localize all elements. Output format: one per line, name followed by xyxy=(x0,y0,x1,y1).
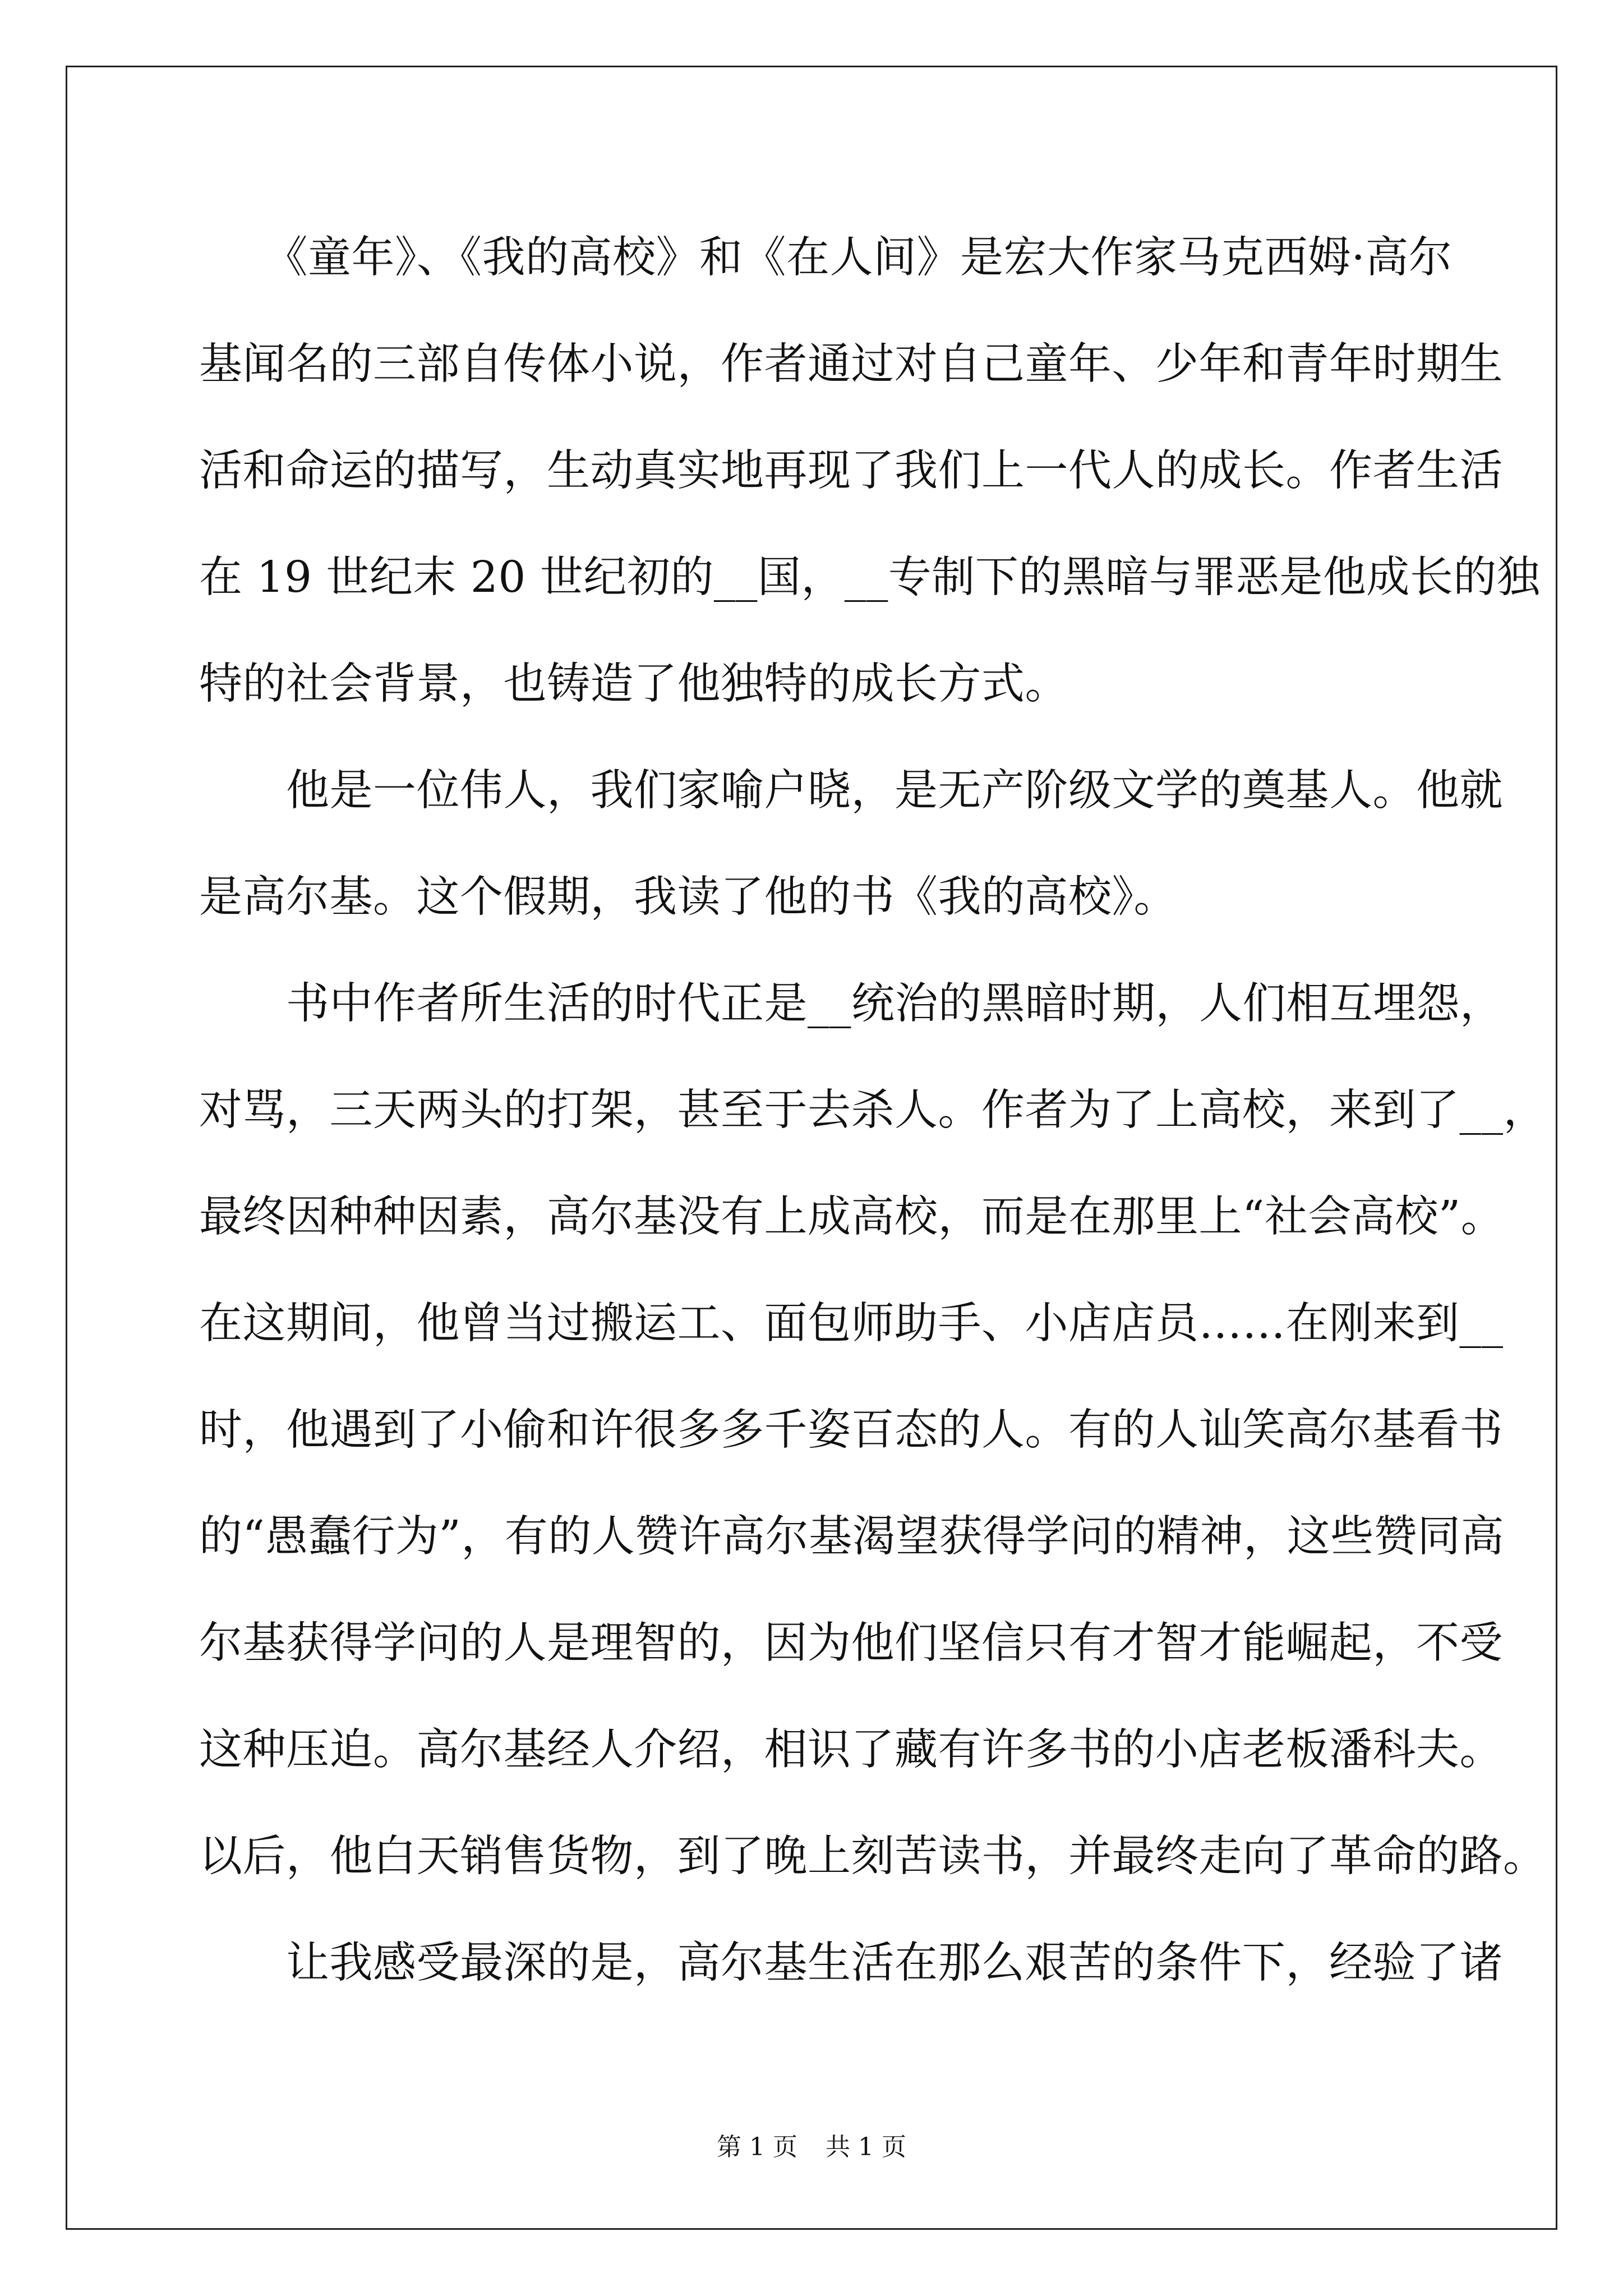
text-line: 的“愚蠢行为”，有的人赞许高尔基渴望获得学问的精神，这些赞同高 xyxy=(199,1512,1505,1562)
text-line: 特的社会背景，也铸造了他独特的成长方式。 xyxy=(199,659,1068,709)
text-line: 书中作者所生活的时代正是__统治的黑暗时期，人们相互埋怨， xyxy=(199,979,1504,1029)
text-line: 最终因种种因素，高尔基没有上成高校，而是在那里上“社会高校”。 xyxy=(199,1192,1505,1242)
text-line: 时，他遇到了小偷和许很多多千姿百态的人。有的人讪笑高尔基看书 xyxy=(199,1405,1503,1455)
text-line: 在 19 世纪末 20 世纪初的__国，__专制下的黑暗与罪恶是他成长的独 xyxy=(199,553,1541,602)
text-line: 这种压迫。高尔基经人介绍，相识了藏有许多书的小店老板潘科夫。 xyxy=(199,1725,1503,1775)
text-line: 对骂，三天两头的打架，甚至于去杀人。作者为了上高校，来到了__， xyxy=(199,1085,1547,1135)
page-total: 共 1 页 xyxy=(826,2133,906,2161)
page-number: 第 1 页 xyxy=(717,2133,797,2161)
text-line: 以后，他白天销售货物，到了晚上刻苦读书，并最终走向了革命的路。 xyxy=(199,1832,1547,1881)
text-line: 尔基获得学问的人是理智的，因为他们坚信只有才智才能崛起，不受 xyxy=(199,1618,1503,1668)
text-line: 活和命运的描写，生动真实地再现了我们上一代人的成长。作者生活 xyxy=(199,446,1503,496)
page-footer xyxy=(0,2131,1623,2164)
text-line: 让我感受最深的是，高尔基生活在那么艰苦的条件下，经验了诸 xyxy=(199,1938,1503,1988)
text-line: 在这期间，他曾当过搬运工、面包师助手、小店店员……在刚来到__ xyxy=(199,1299,1504,1349)
text-line: 基闻名的三部自传体小说，作者通过对自己童年、少年和青年时期生 xyxy=(199,339,1503,389)
text-line: 《童年》、《我的高校》和《在人间》是宏大作家马克西姆·高尔 xyxy=(199,233,1453,283)
text-line: 他是一位伟人，我们家喻户晓，是无产阶级文学的奠基人。他就 xyxy=(199,766,1503,816)
text-line: 是高尔基。这个假期，我读了他的书《我的高校》。 xyxy=(199,872,1177,922)
